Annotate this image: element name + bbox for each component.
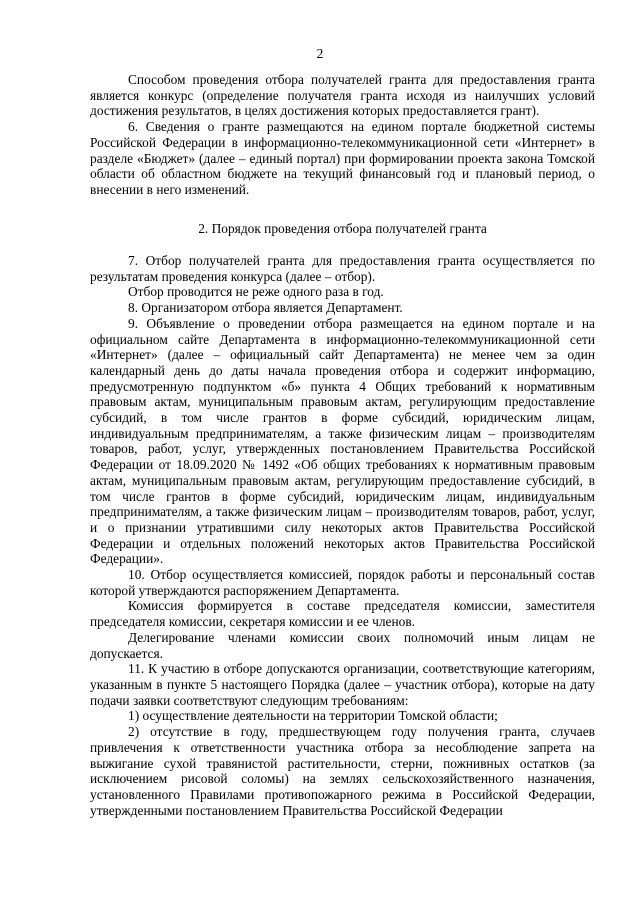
paragraph-6-grant-info: 6. Сведения о гранте размещаются на едином портале бюджетной системы Российской Федерации в информационно-телекоммуникационной сети «Интернет» в разделе «Бюджет» (далее – единый портал) при формировании проекта закона Томской области об областном бюджете на текущий финансовый год и плановый период, о внесении в него изменений. [90, 119, 595, 197]
paragraph-10-delegation: Делегирование членами комиссии своих полномочий иным лицам не допускается. [90, 629, 595, 661]
section-2-body [90, 253, 595, 818]
paragraph-7: 7. Отбор получателей гранта для предоставления гранта осуществляется по результатам проведения конкурса (далее – отбор). [90, 253, 595, 284]
paragraph-selection-method: Способом проведения отбора получателей гранта для предоставления гранта является конкурс (определение получателя гранта исходя из наилучших условий достижения результатов, в целях достижения которых предоставляется грант). [90, 72, 595, 119]
paragraph-9: 9. Объявление о проведении отбора размещается на едином портале и на официальном сайте Департамента в информационно-телекоммуникационной сети «Интернет» (далее – официальный сайт Департамента) не менее чем за один календарный день до даты начала проведения отбора и содержит информацию, предусмотренную подпунктом «б» пункта 4 Общих требований к нормативным правовым актам, муниципальным правовым актам, регулирующим предоставление субсидий, в том числе грантов в форме субсидий, юридическим лицам, индивидуальным предпринимателям, а также физическим лицам – производителям товаров, работ, услуг, утвержденных постановлением Правительства Российской Федерации от 18.09.2020 № 1492 «Об общих требованиях к нормативным правовым актам, муниципальным правовым актам, регулирующим предоставление субсидий, в том числе грантов в форме субсидий, юридическим лицам, индивидуальным предпринимателям, а также физическим лицам – производителям товаров, работ, услуг, и о признании утратившими силу некоторых актов Правительства Российской Федерации и отдельных положений некоторых актов Правительства Российской Федерации». [90, 315, 595, 567]
intro-block [90, 72, 595, 198]
page-number: 2 [316, 46, 324, 61]
paragraph-10-composition: Комиссия формируется в составе председателя комиссии, заместителя председателя комиссии, секретаря комиссии и ее членов. [90, 598, 595, 630]
paragraph-10: 10. Отбор осуществляется комиссией, порядок работы и персональный состав которой утверждаются распоряжением Департамента. [90, 567, 595, 598]
paragraph-11-item-1: 1) осуществление деятельности на территории Томской области; [128, 708, 498, 724]
paragraph-7-frequency: Отбор проводится не реже одного раза в год. [128, 284, 384, 300]
section-title: 2. Порядок проведения отбора получателей гранта [198, 221, 487, 236]
paragraph-11-item-2: 2) отсутствие в году, предшествующем году получения гранта, случаев привлечения к ответственности участника отбора за несоблюдение запрета на выжигание сухой травянистой растительности, стерни, пожнивных остатков (за исключением рисовой соломы) на землях сельскохозяйственного назначения, установленного Правилами противопожарного режима в Российской Федерации, утвержденными постановлением Правительства Российской Федерации [90, 724, 595, 818]
paragraph-11: 11. К участию в отборе допускаются организации, соответствующие категориям, указанным в пункте 5 настоящего Порядка (далее – участник отбора), которые на дату подачи заявки соответствуют следующим требованиям: [90, 661, 595, 708]
paragraph-8: 8. Организатором отбора является Департамент. [128, 300, 403, 316]
